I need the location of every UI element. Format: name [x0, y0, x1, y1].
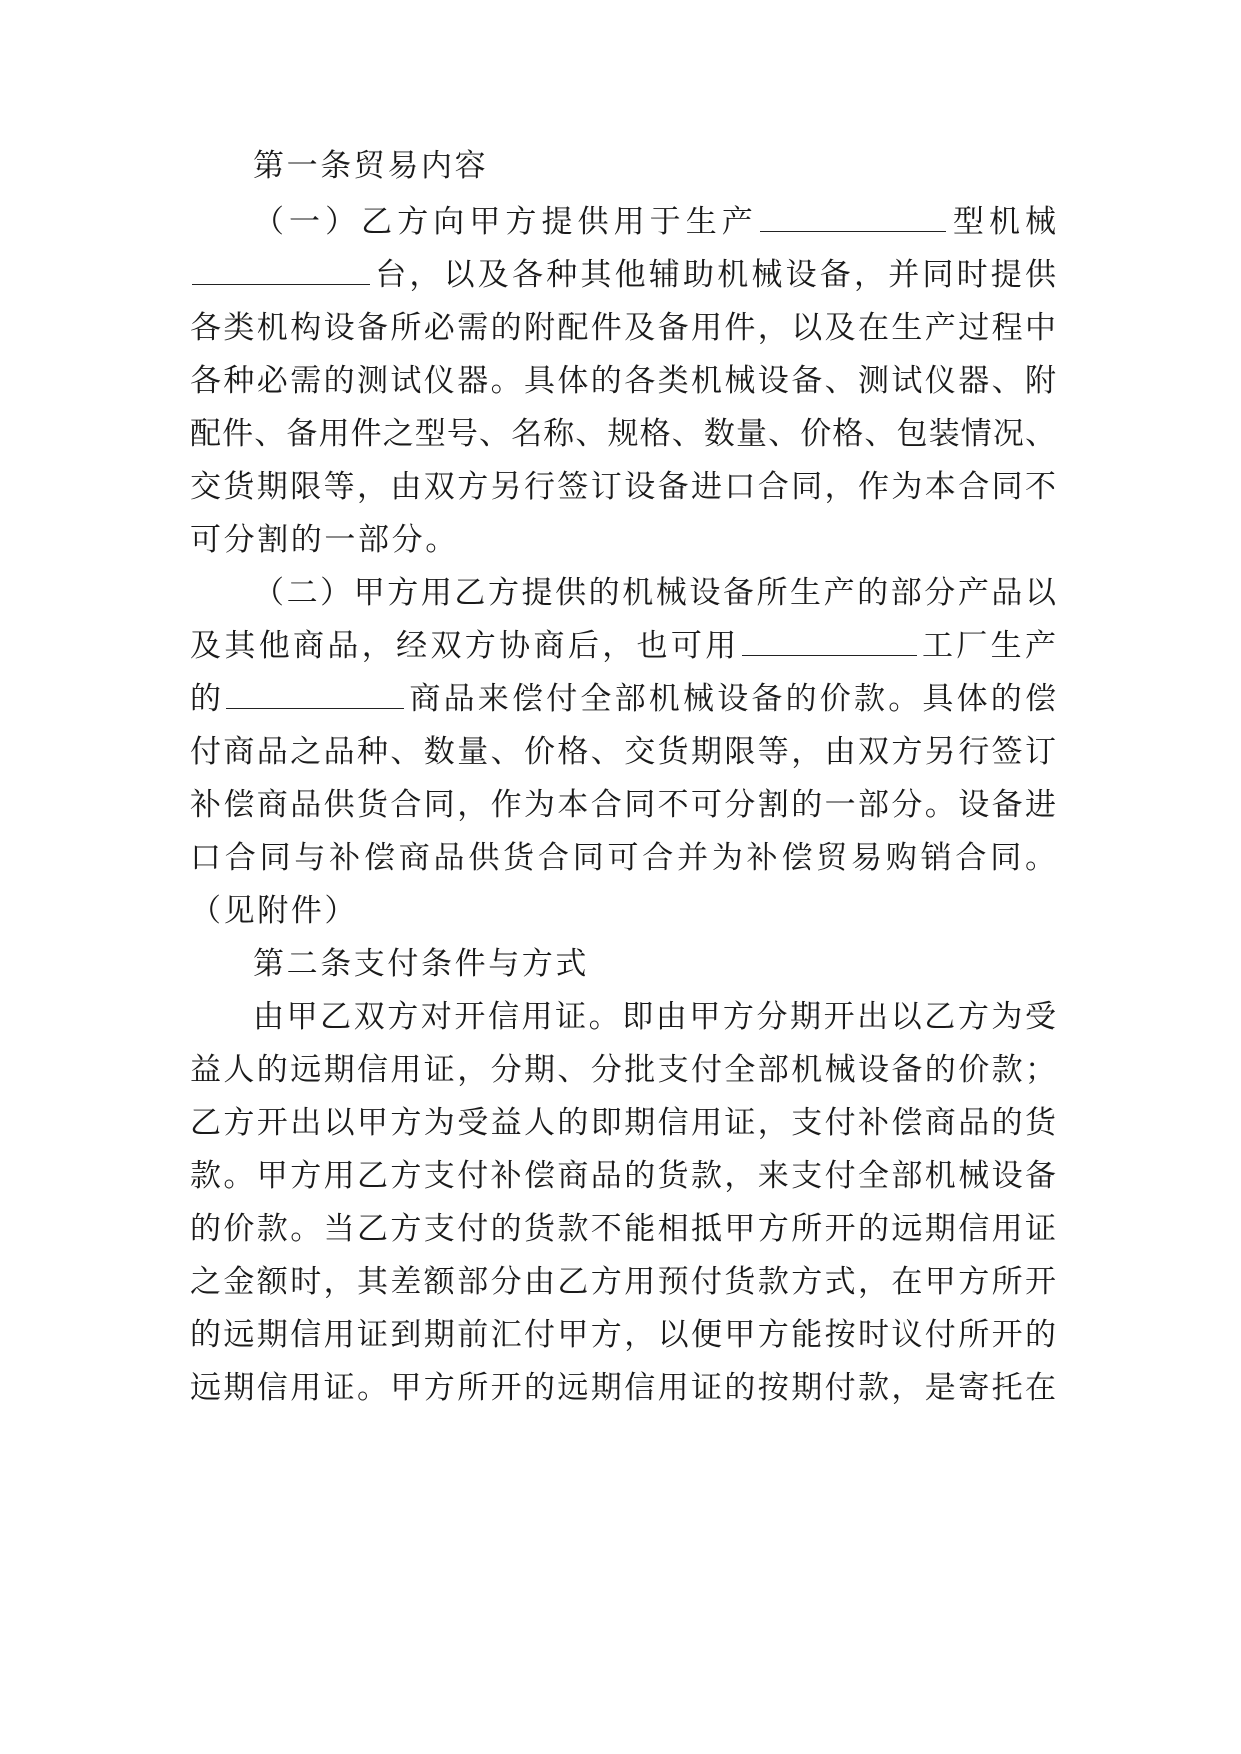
article-2-para-1-line-3: 乙方开出以甲方为受益人的即期信用证，支付补偿商品的货 [190, 1105, 1056, 1141]
article-1-para-1-line-5: 配件、备用件之型号、名称、规格、数量、价格、包装情况、 [190, 416, 1056, 452]
article-1-para-2-line-6: 口合同与补偿商品供货合同可合并为补偿贸易购销合同。 [190, 840, 1056, 876]
article-2-para-1-line-2: 益人的远期信用证，分期、分批支付全部机械设备的价款； [190, 1052, 1056, 1088]
article-2-para-1-line-4: 款。甲方用乙方支付补偿商品的货款，来支付全部机械设备 [190, 1158, 1056, 1194]
article-2-para-1-line-1: 由甲乙双方对开信用证。即由甲方分期开出以乙方为受 [253, 999, 1056, 1035]
fill-in-blank-goods[interactable] [226, 678, 404, 709]
text-segment: 的 [190, 681, 225, 717]
article-1-para-1-line-6: 交货期限等，由双方另行签订设备进口合同，作为本合同不 [190, 469, 1056, 505]
article-1-para-1-line-2 [190, 245, 1056, 305]
article-2-para-1-line-7: 的远期信用证到期前汇付甲方，以便甲方能按时议付所开的 [190, 1317, 1056, 1353]
article-2-para-1-line-6: 之金额时，其差额部分由乙方用预付货款方式，在甲方所开 [190, 1264, 1056, 1300]
article-1-para-2-line-5: 补偿商品供货合同，作为本合同不可分割的一部分。设备进 [190, 787, 1056, 823]
article-1-para-1-line-4: 各种必需的测试仪器。具体的各类机械设备、测试仪器、附 [190, 363, 1056, 399]
text-segment: 商品来偿付全部机械设备的价款。具体的偿 [406, 681, 1057, 717]
text-segment: 及其他商品，经双方协商后，也可用 [190, 628, 740, 664]
text-segment: 台，以及各种其他辅助机械设备，并同时提供 [372, 257, 1056, 293]
text-segment: （一）乙方向甲方提供用于生产 [253, 204, 758, 240]
fill-in-blank-factory[interactable] [742, 625, 917, 656]
article-1-para-1-line-7: 可分割的一部分。 [190, 522, 459, 558]
article-1-para-1-line-1 [253, 192, 1056, 252]
text-segment: 型机械 [947, 204, 1057, 240]
text-segment: 工厂生产 [918, 628, 1057, 664]
article-1-para-1-line-3: 各类机构设备所必需的附配件及备用件，以及在生产过程中 [190, 310, 1056, 346]
article-2-para-1-line-8: 远期信用证。甲方所开的远期信用证的按期付款，是寄托在 [190, 1370, 1056, 1406]
article-1-para-2-line-3 [190, 669, 1056, 729]
article-1-para-2-line-2 [190, 616, 1056, 676]
article-1-para-2-line-7: （见附件） [190, 893, 358, 929]
article-1-para-2-line-4: 付商品之品种、数量、价格、交货期限等，由双方另行签订 [190, 734, 1056, 770]
article-2-para-1-line-5: 的价款。当乙方支付的货款不能相抵甲方所开的远期信用证 [190, 1211, 1056, 1247]
fill-in-blank-quantity[interactable] [192, 254, 370, 285]
article-2-heading: 第二条支付条件与方式 [253, 946, 589, 982]
article-1-para-2-line-1: （二）甲方用乙方提供的机械设备所生产的部分产品以 [253, 575, 1056, 611]
fill-in-blank-model[interactable] [760, 201, 946, 232]
article-1-heading: 第一条贸易内容 [253, 148, 489, 184]
